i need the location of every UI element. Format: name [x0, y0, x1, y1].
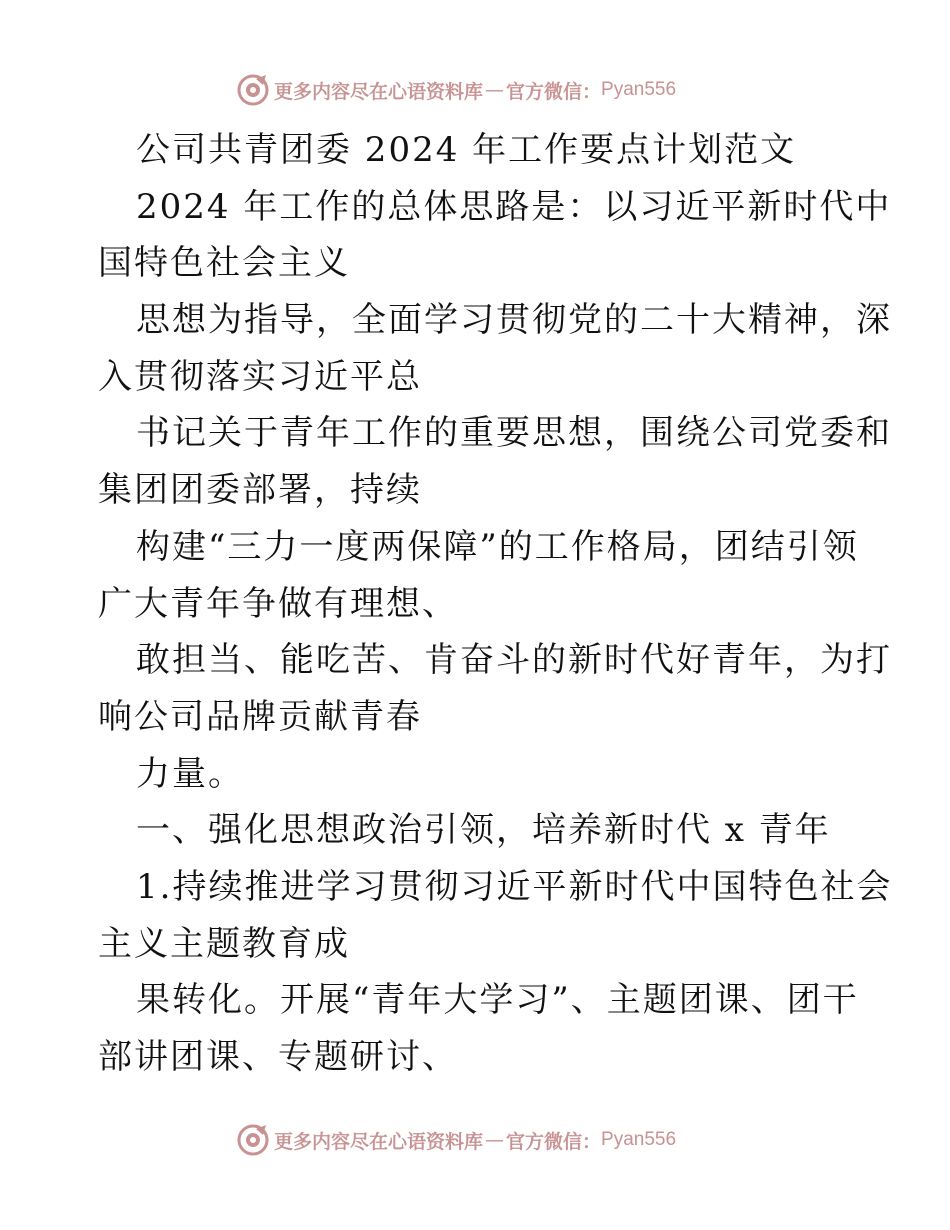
text-line: 公司共青团委 2024 年工作要点计划范文	[136, 130, 797, 170]
watermark-logo-icon	[236, 1123, 270, 1157]
text-line: 响公司品牌贡献青春	[98, 696, 422, 737]
watermark-logo-icon	[236, 73, 270, 107]
watermark-main-text: 更多内容尽在心语资料库	[274, 1130, 484, 1153]
text-line: 入贯彻落实习近平总	[98, 356, 422, 397]
footer-watermark	[236, 1123, 676, 1157]
text-line: 部讲团课、专题研讨、	[98, 1037, 458, 1077]
text-line: 国特色社会主义	[98, 243, 350, 284]
watermark-sub-text: 官方微信：	[506, 80, 602, 103]
header-watermark	[236, 73, 676, 107]
text-line: 广大青年争做有理想、	[98, 583, 458, 624]
watermark-id-text: Pyan556	[601, 1129, 677, 1150]
document-body	[98, 122, 893, 1086]
watermark-separator: —	[485, 79, 505, 101]
watermark-separator: —	[485, 1129, 505, 1151]
text-line: 果转化。开展“青年大学习”、主题团课、团干	[136, 980, 859, 1021]
text-line: 1.持续推进学习贯彻习近平新时代中国特色社会	[136, 866, 893, 907]
watermark-id-text: Pyan556	[601, 79, 677, 100]
text-line: 集团团委部署，持续	[98, 470, 422, 511]
text-line: 2024 年工作的总体思路是：以习近平新时代中	[136, 186, 892, 227]
text-line: 一、强化思想政治引领，培养新时代 x 青年	[136, 810, 831, 851]
watermark-main-text: 更多内容尽在心语资料库	[274, 80, 484, 103]
text-line: 构建“三力一度两保障”的工作格局，团结引领	[136, 526, 859, 567]
text-line: 力量。	[136, 753, 244, 794]
watermark-sub-text: 官方微信：	[506, 1130, 602, 1153]
text-line: 主义主题教育成	[98, 923, 350, 964]
text-line: 思想为指导，全面学习贯彻党的二十大精神，深	[136, 300, 892, 341]
text-line: 书记关于青年工作的重要思想，围绕公司党委和	[136, 413, 892, 454]
text-line: 敢担当、能吃苦、肯奋斗的新时代好青年，为打	[136, 640, 892, 681]
